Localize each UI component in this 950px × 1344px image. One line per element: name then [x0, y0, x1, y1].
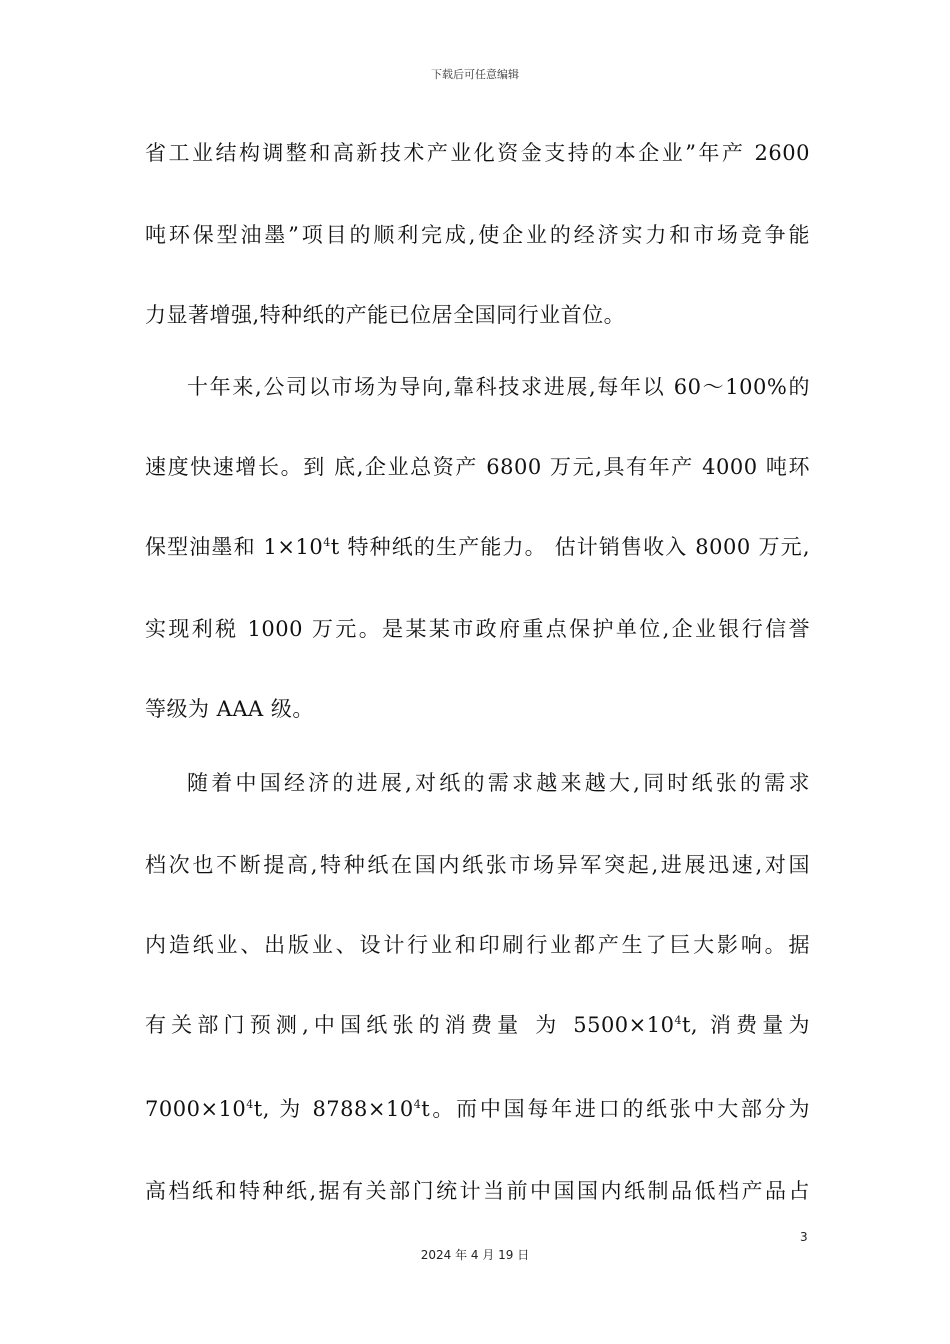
text-line: 省工业结构调整和高新技术产业化资金支持的本企业”年产 2600 — [145, 141, 810, 165]
page-number: 3 — [800, 1230, 808, 1244]
text-line: 随着中国经济的进展,对纸的需求越来越大,同时纸张的需求 — [187, 771, 810, 795]
text-line — [145, 1010, 810, 1040]
text-segment: t, 为 8788×10 — [253, 1097, 414, 1121]
superscript: 4 — [246, 1098, 254, 1111]
superscript: 4 — [674, 1014, 682, 1027]
text-segment: t。而中国每年进口的纸张中大部分为 — [421, 1097, 810, 1121]
text-line: 十年来,公司以市场为导向,靠科技求进展,每年以 60～100%的 — [187, 375, 810, 399]
text-line: 高档纸和特种纸,据有关部门统计当前中国国内纸制品低档产品占 — [145, 1179, 810, 1203]
text-segment: 保型油墨和 1×10 — [145, 535, 324, 559]
superscript: 4 — [413, 1098, 422, 1111]
text-segment: 有关部门预测,中国纸张的消费量 为 5500×10 — [145, 1013, 675, 1037]
text-line — [145, 1094, 810, 1124]
page-header: 下载后可任意编辑 — [431, 68, 519, 81]
superscript: 4 — [323, 536, 331, 549]
text-line: 吨环保型油墨”项目的顺利完成,使企业的经济实力和市场竞争能 — [145, 223, 810, 247]
text-line: 等级为 AAA 级。 — [145, 697, 314, 721]
text-segment: 7000×10 — [145, 1097, 247, 1121]
text-line: 档次也不断提高,特种纸在国内纸张市场异军突起,进展迅速,对国 — [145, 853, 810, 877]
text-segment: t, 消费量为 — [681, 1013, 810, 1037]
text-line — [145, 532, 810, 562]
text-line: 力显著增强,特种纸的产能已位居全国同行业首位。 — [145, 303, 626, 327]
text-line: 实现利税 1000 万元。是某某市政府重点保护单位,企业银行信誉 — [145, 617, 810, 641]
text-line: 内造纸业、出版业、设计行业和印刷行业都产生了巨大影响。据 — [145, 933, 810, 957]
text-segment: t 特种纸的生产能力。 估计销售收入 8000 万元, — [330, 535, 810, 559]
text-line: 速度快速增长。到 底,企业总资产 6800 万元,具有年产 4000 吨环 — [145, 455, 810, 479]
footer-date: 2024 年 4 月 19 日 — [420, 1248, 530, 1262]
